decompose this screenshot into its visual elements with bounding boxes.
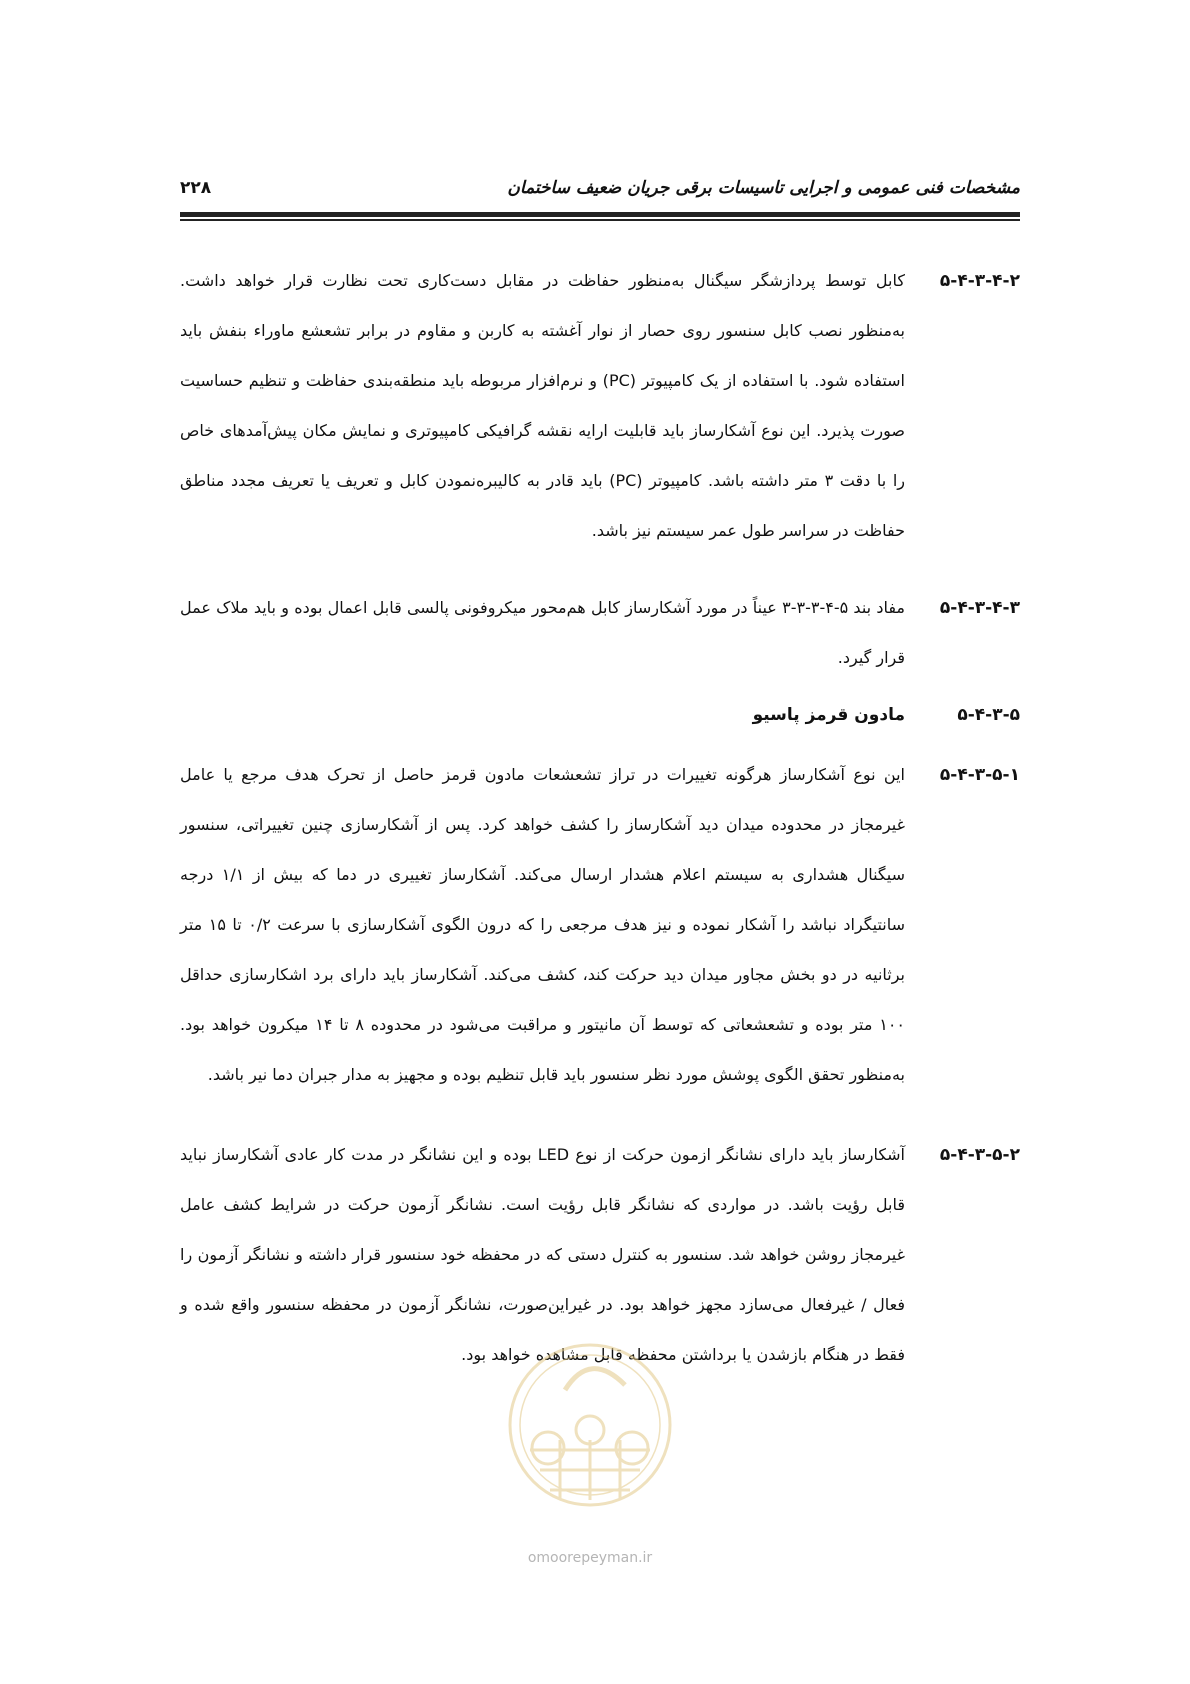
clause-text: آشکارساز باید دارای نشانگر ازمون حرکت از نوع LED بوده و این نشانگر در مدت کار عادی آشکارساز نباید قابل رؤیت باشد. در مواردی که نشانگر قابل رؤیت است. نشانگر آزمون حرکت در شرایط کشف عامل غیرمجاز روشن خواهد شد. سنسور به کنترل دستی که در محفظه خود سنسور قرار داشته و نشانگر آزمون را فعال / غیرفعال می‌سازد مجهز خواهد بود. در غیراین‌صورت، نشانگر آزمون در محفظه سنسور واقع شده و فقط در هنگام بازشدن یا برداشتن محفظه قابل مشاهده خواهد بود. [180, 1145, 906, 1364]
clause-number: ۵-۴-۳-۴-۲ [939, 271, 1020, 291]
clause-text: کابل توسط پردازشگر سیگنال به‌منظور حفاظت در مقابل دست‌کاری تحت نظارت قرار خواهد داشت. به‌منظور نصب کابل سنسور روی حصار از نوار آغشته به کاربن و مقاوم در برابر تشعشع ماوراء بنفش باید استفاده شود. با استفاده از یک کامپیوتر (PC) و نرم‌افزار مربوطه باید منطقه‌بندی حفاظت و تنظیم حساسیت صورت پذیرد. این نوع آشکارساز باید قابلیت ارایه نقشه گرافیکی کامپیوتری و نمایش مکان پیش‌آمدهای خاص را با دقت ۳ متر داشته باشد. کامپیوتر (PC) باید قادر به کالیبره‌نمودن کابل و تعریف یا تعریف مجدد مناطق حفاظت در سراسر طول عمر سیستم نیز باشد. [180, 271, 906, 540]
clause-text: مفاد بند ۵-۴-۳-۳-۳ عیناً در مورد آشکارساز کابل هم‌محور میکروفونی پالسی قابل اعمال بوده و باید ملاک عمل قرار گیرد. [180, 598, 905, 667]
page-number: ۲۲۸ [180, 178, 212, 198]
section-number: ۵-۴-۳-۵ [957, 705, 1020, 725]
running-header [180, 178, 1020, 204]
header-title: مشخصات فنی عمومی و اجرایی تاسیسات برقی جریان ضعیف ساختمان [507, 178, 1020, 198]
clause-5-4-3-4-3 [180, 583, 1020, 683]
header-rule-thin [180, 219, 1020, 221]
watermark-site: omoorepeyman.ir [527, 1550, 653, 1566]
clause-number: ۵-۴-۳-۴-۳ [939, 598, 1020, 618]
watermark-logo-icon [490, 1330, 690, 1510]
section-5-4-3-5 [180, 690, 1020, 740]
clause-5-4-3-4-2 [180, 256, 1020, 556]
clause-number: ۵-۴-۳-۵-۲ [939, 1145, 1020, 1165]
header-rule-thick [180, 212, 1020, 217]
clause-text: این نوع آشکارساز هرگونه تغییرات در تراز تشعشعات مادون قرمز حاصل از تحرک هدف مرجع یا عامل غیرمجاز در محدوده میدان دید آشکارساز را کشف خواهد کرد. پس از آشکارسازی چنین تغییراتی، سنسور سیگنال هشداری به سیستم اعلام هشدار ارسال می‌کند. آشکارساز تغییری در دما که بیش از ۱/۱ درجه سانتیگراد نباشد را آشکار نموده و نیز هدف مرجعی را که درون الگوی آشکارسازی با سرعت ۰/۲ تا ۱۵ متر برثانیه در دو بخش مجاور میدان دید حرکت کند، کشف می‌کند. آشکارساز باید دارای برد اشکارسازی حداقل ۱۰۰ متر بوده و تشعشعاتی که توسط آن مانیتور و مراقبت می‌شود در محدوده ۸ تا ۱۴ میکرون خواهد بود. به‌منظور تحقق الگوی پوشش مورد نظر سنسور باید قابل تنظیم بوده و مجهیز به مدار جبران دما نیر باشد. [180, 765, 906, 1084]
clause-5-4-3-5-1 [180, 750, 1020, 1100]
section-heading: مادون قرمز پاسیو [752, 705, 905, 725]
clause-number: ۵-۴-۳-۵-۱ [939, 765, 1020, 785]
